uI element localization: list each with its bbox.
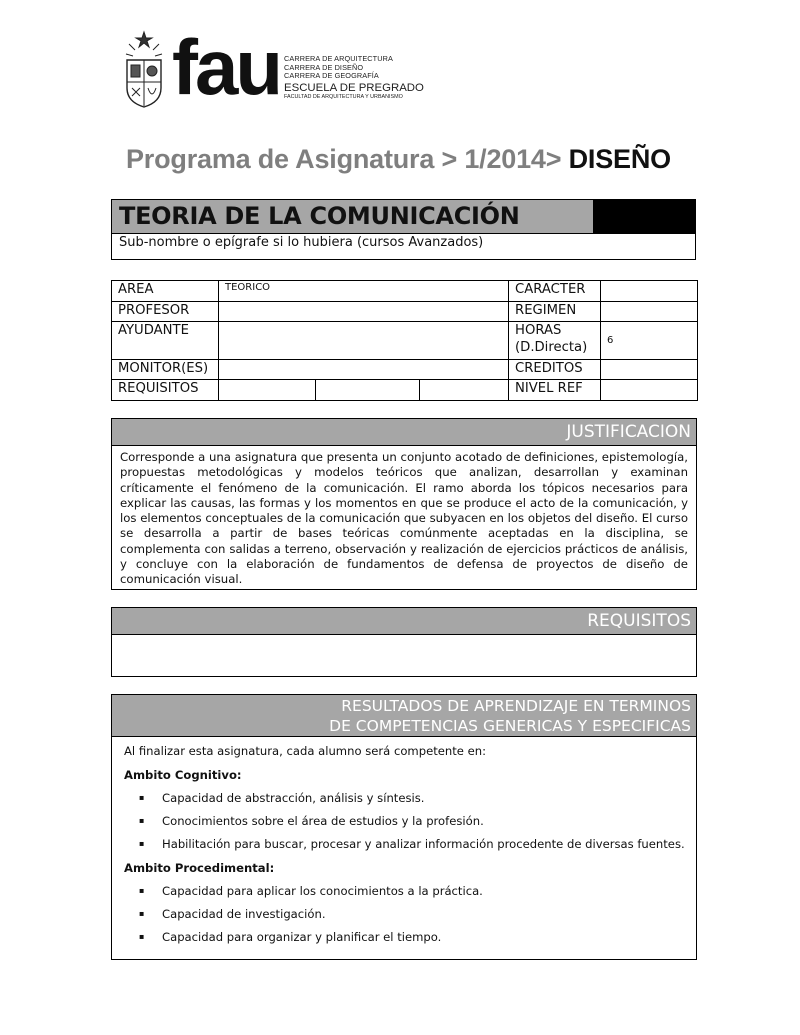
horas-label-line: HORAS <box>515 323 562 338</box>
course-info-table <box>111 280 698 401</box>
table-row <box>112 302 698 322</box>
cognitivo-title: Ambito Cognitivo: <box>124 768 242 782</box>
ayudante-label: AYUDANTE <box>112 322 219 360</box>
requisitos-cell <box>316 380 420 401</box>
list-item: ▪ Habilitación para buscar, procesar y analizar información procedente de diversas fuentes. <box>124 837 688 851</box>
procedimental-list <box>124 884 688 944</box>
resultados-body <box>112 737 696 944</box>
table-row <box>112 360 698 380</box>
resultados-heading-line: RESULTADOS DE APRENDIZAJE EN TERMINOS <box>341 697 691 715</box>
requisitos-cell <box>420 380 509 401</box>
horas-label-line: (D.Directa) <box>515 340 588 355</box>
regimen-label: REGIMEN <box>509 302 601 322</box>
page-title-prefix: Programa de Asignatura > 1/2014> <box>126 144 569 174</box>
horas-label <box>509 322 601 360</box>
monitor-label: MONITOR(ES) <box>112 360 219 380</box>
requisitos-label: REQUISITOS <box>112 380 219 401</box>
table-row <box>112 322 698 360</box>
resultados-intro: Al finalizar esta asignatura, cada alumno será competente en: <box>124 744 486 758</box>
monitor-value <box>219 360 509 380</box>
profesor-value <box>219 302 509 322</box>
university-seal-icon <box>123 30 165 108</box>
list-item: ▪ Conocimientos sobre el área de estudios y la profesión. <box>124 814 688 828</box>
course-title-black-block <box>593 200 695 233</box>
area-value: TEORICO <box>219 281 509 302</box>
caracter-value <box>601 281 698 302</box>
table-row <box>112 281 698 302</box>
caracter-label: CARACTER <box>509 281 601 302</box>
justificacion-section <box>111 418 697 590</box>
course-subtitle: Sub-nombre o epígrafe si lo hubiera (cursos Avanzados) <box>112 233 695 259</box>
course-name: TEORIA DE LA COMUNICACIÓN <box>112 200 593 233</box>
list-item: ▪ Capacidad de investigación. <box>124 907 688 921</box>
cognitivo-list <box>124 791 688 851</box>
resultados-heading <box>112 695 696 737</box>
table-row <box>112 380 698 401</box>
list-item: ▪ Capacidad para organizar y planificar el tiempo. <box>124 930 688 944</box>
fau-logo: fau <box>172 23 280 111</box>
creditos-value <box>601 360 698 380</box>
course-title-box <box>111 199 696 260</box>
requisitos-cell <box>219 380 316 401</box>
ayudante-value <box>219 322 509 360</box>
area-label: AREA <box>112 281 219 302</box>
profesor-label: PROFESOR <box>112 302 219 322</box>
nivel-value <box>601 380 698 401</box>
requisitos-section <box>111 607 697 677</box>
faculty-line: CARRERA DE ARQUITECTURA <box>284 54 393 63</box>
faculty-name: FACULTAD DE ARQUITECTURA Y URBANISMO <box>284 93 403 100</box>
school-name: ESCUELA DE PREGRADO <box>284 81 424 94</box>
list-item: ▪ Capacidad para aplicar los conocimientos a la práctica. <box>124 884 688 898</box>
regimen-value <box>601 302 698 322</box>
nivel-label: NIVEL REF <box>509 380 601 401</box>
resultados-heading-line: DE COMPETENCIAS GENERICAS Y ESPECIFICAS <box>329 717 691 735</box>
faculty-line: CARRERA DE GEOGRAFÍA <box>284 71 379 81</box>
faculty-line: CARRERA DE DISEÑO <box>284 62 364 72</box>
justificacion-text: Corresponde a una asignatura que presenta un conjunto acotado de definiciones, epistemología, propuestas metodológicas y modelos teóricos que analizan, desarrollan y examinan críticamente el fenómeno de la comunicación. El ramo aborda los tópicos necesarios para explicar las causas, las formas y los momentos en que se produce el acto de la comunicación, y los elementos conceptuales de la comunicación que subyacen en los objetos del diseño. El curso se desarrolla a partir de bases teóricas comúnmente aceptadas en la disciplina, se complementa con salidas a terreno, observación y realización de ejercicios prácticos de análisis, y concluye con la elaboración de fundamentos de defensa de proyectos de diseño de comunicación visual. <box>120 450 688 587</box>
horas-value: 6 <box>601 322 698 360</box>
procedimental-title: Ambito Procedimental: <box>124 861 275 875</box>
resultados-section <box>111 694 697 960</box>
requisitos-heading: REQUISITOS <box>112 608 696 635</box>
creditos-label: CREDITOS <box>509 360 601 380</box>
justificacion-heading: JUSTIFICACION <box>112 419 696 446</box>
page-title-program: DISEÑO <box>568 144 671 174</box>
list-item: ▪ Capacidad de abstracción, análisis y síntesis. <box>124 791 688 805</box>
page-title <box>126 144 671 175</box>
faculty-info <box>284 55 424 101</box>
